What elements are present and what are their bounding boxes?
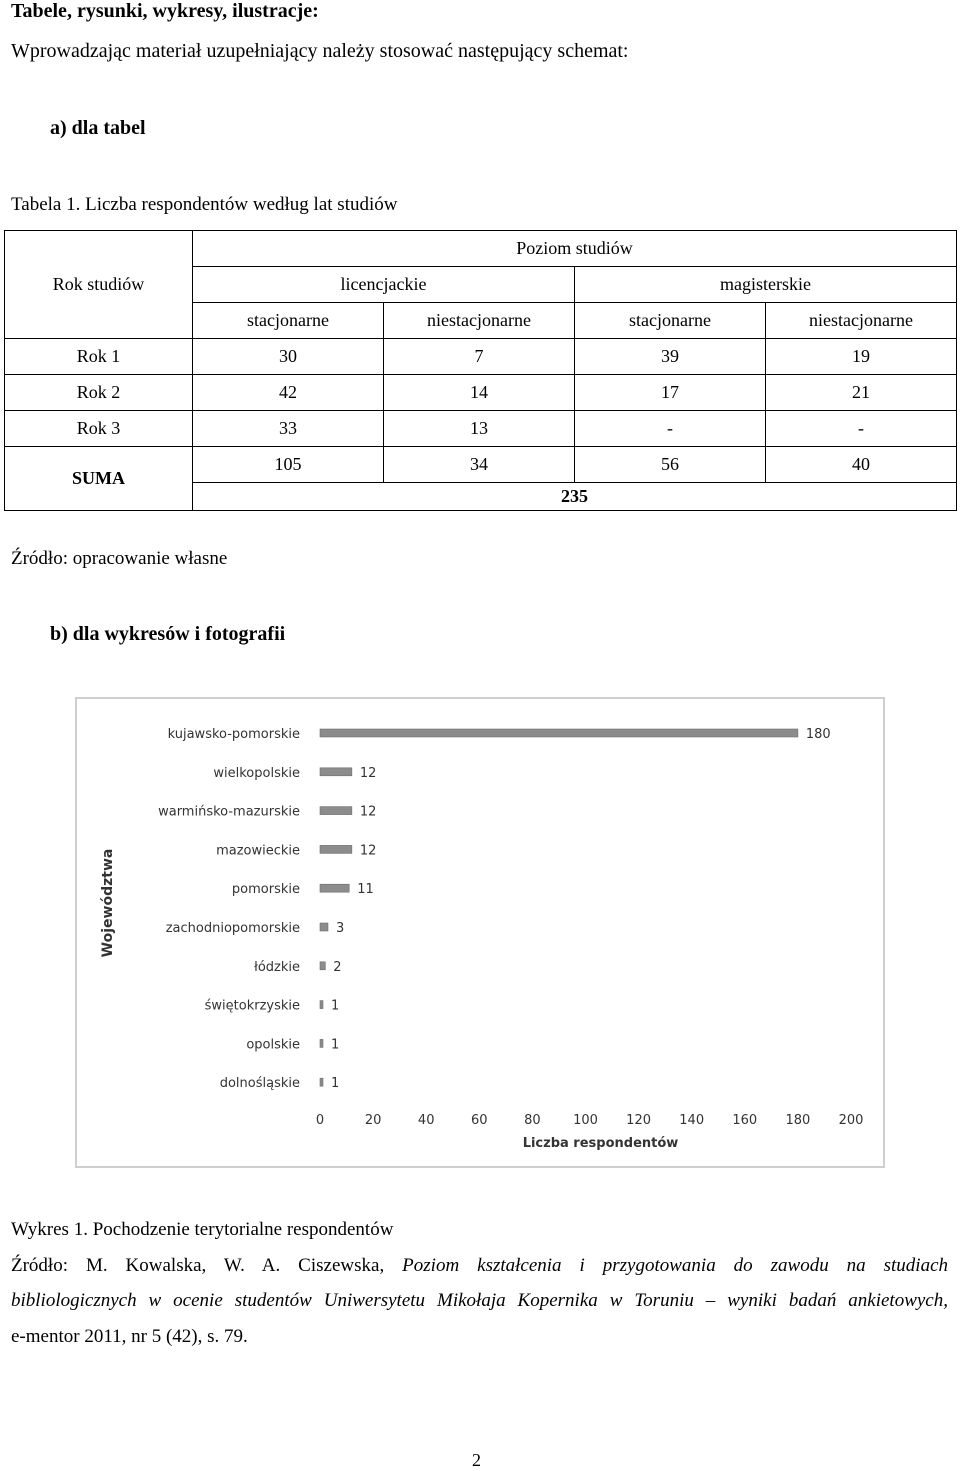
table-cell: - <box>766 411 957 447</box>
table-cell: 7 <box>384 339 575 375</box>
bar <box>320 768 352 776</box>
data-label: 12 <box>359 804 377 820</box>
respondents-table <box>4 230 957 511</box>
data-label: 180 <box>805 727 831 742</box>
row-label: Rok 3 <box>5 411 193 447</box>
bar <box>320 1001 323 1009</box>
table-cell: 56 <box>575 447 766 483</box>
citation-title-part2: bibliologicznych w ocenie studentów Uniwersytetu Mikołaja Kopernika w Toruniu – wyniki badań ankietowych, <box>11 1290 948 1311</box>
data-label: 12 <box>359 843 377 859</box>
citation-title-part1: Poziom kształcenia i przygotowania do zawodu na studiach <box>402 1255 949 1276</box>
citation-line-2 <box>11 1290 948 1312</box>
table-cell: 14 <box>384 375 575 411</box>
citation-line-1 <box>11 1255 948 1277</box>
category-label: kujawsko-pomorskie <box>167 727 300 742</box>
x-tick-label: 200 <box>838 1113 864 1128</box>
bar <box>320 1039 323 1047</box>
x-tick-label: 160 <box>732 1113 758 1128</box>
section-b-heading: b) dla wykresów i fotografii <box>50 623 286 645</box>
table-cell: - <box>575 411 766 447</box>
page-number: 2 <box>472 1450 481 1470</box>
citation-prefix: Źródło: M. Kowalska, W. A. Ciszewska, <box>11 1255 385 1276</box>
header-sub: stacjonarne <box>193 303 384 339</box>
table-source: Źródło: opracowanie własne <box>11 548 228 569</box>
header-sub: stacjonarne <box>575 303 766 339</box>
chart-caption: Wykres 1. Pochodzenie terytorialne respondentów <box>11 1219 394 1240</box>
category-label: łódzkie <box>254 959 300 975</box>
table-row <box>5 411 957 447</box>
row-label: Rok 1 <box>5 339 193 375</box>
row-label-suma: SUMA <box>5 447 193 511</box>
category-label: świętokrzyskie <box>204 998 300 1014</box>
table-row <box>5 339 957 375</box>
header-sub: niestacjonarne <box>766 303 957 339</box>
table-cell: 39 <box>575 339 766 375</box>
category-label: mazowieckie <box>216 843 300 859</box>
header-rok-studiow: Rok studiów <box>5 231 193 339</box>
page-heading: Tabele, rysunki, wykresy, ilustracje: <box>11 0 319 22</box>
table-cell: 33 <box>193 411 384 447</box>
category-label: warmińsko-mazurskie <box>158 804 300 820</box>
data-label: 11 <box>357 882 374 898</box>
header-sub: niestacjonarne <box>384 303 575 339</box>
data-label: 1 <box>331 1037 340 1053</box>
bar <box>320 845 352 853</box>
x-tick-label: 60 <box>471 1113 488 1128</box>
table-cell: 21 <box>766 375 957 411</box>
header-magisterskie: magisterskie <box>575 267 957 303</box>
category-label: wielkopolskie <box>213 765 300 781</box>
suma-total: 235 <box>193 483 957 511</box>
header-licencjackie: licencjackie <box>193 267 575 303</box>
x-tick-label: 20 <box>364 1113 382 1128</box>
category-label: zachodniopomorskie <box>165 921 300 936</box>
table-row-suma <box>5 447 957 483</box>
bar <box>320 807 352 815</box>
table-cell: 40 <box>766 447 957 483</box>
bar <box>320 729 798 737</box>
table-cell: 30 <box>193 339 384 375</box>
data-label: 2 <box>333 959 342 975</box>
bar-chart <box>75 697 885 1168</box>
x-tick-label: 40 <box>417 1113 435 1128</box>
bar <box>320 1078 323 1086</box>
x-tick-label: 0 <box>315 1113 325 1128</box>
data-label: 3 <box>335 921 345 936</box>
section-a-heading: a) dla tabel <box>50 117 146 139</box>
y-axis-title: Województwa <box>100 848 116 958</box>
table-row <box>5 375 957 411</box>
citation-line-3: e-mentor 2011, nr 5 (42), s. 79. <box>11 1326 248 1347</box>
x-tick-label: 140 <box>679 1113 705 1128</box>
intro-text: Wprowadzając materiał uzupełniający należy stosować następujący schemat: <box>11 40 629 62</box>
x-tick-label: 80 <box>524 1113 541 1128</box>
bar <box>320 923 328 931</box>
bar <box>320 884 349 892</box>
category-label: dolnośląskie <box>219 1076 300 1092</box>
table-cell: 17 <box>575 375 766 411</box>
table-cell: 42 <box>193 375 384 411</box>
table-cell: 105 <box>193 447 384 483</box>
x-axis-title: Liczba respondentów <box>522 1136 679 1151</box>
table-cell: 19 <box>766 339 957 375</box>
data-label: 1 <box>331 998 340 1014</box>
x-tick-label: 180 <box>785 1113 811 1128</box>
header-poziom: Poziom studiów <box>193 231 957 267</box>
data-label: 1 <box>331 1076 340 1092</box>
table-cell: 13 <box>384 411 575 447</box>
row-label: Rok 2 <box>5 375 193 411</box>
category-label: pomorskie <box>231 882 300 898</box>
category-label: opolskie <box>246 1037 300 1053</box>
data-label: 12 <box>359 765 377 781</box>
table-caption: Tabela 1. Liczba respondentów według lat studiów <box>11 194 398 215</box>
x-tick-label: 100 <box>573 1113 598 1128</box>
bar <box>320 962 325 970</box>
x-tick-label: 120 <box>626 1113 652 1128</box>
table-cell: 34 <box>384 447 575 483</box>
